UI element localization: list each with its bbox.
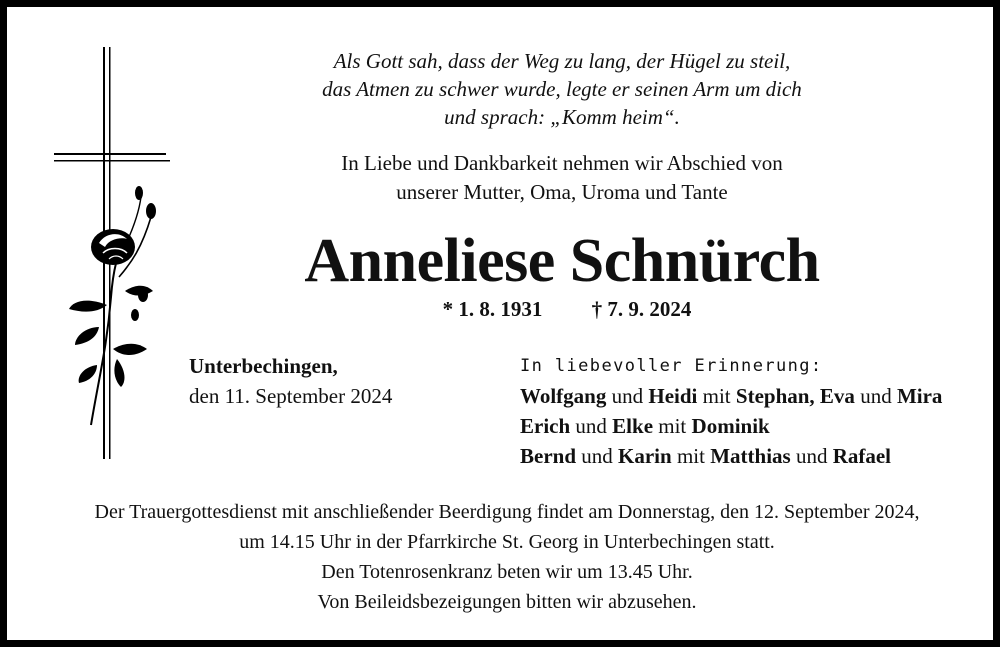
verse-line: Als Gott sah, dass der Weg zu lang, der Hügel zu steil,	[333, 49, 791, 73]
family-member: Elke	[612, 414, 654, 438]
notice-date: den 11. September 2024	[189, 384, 393, 408]
family-member: Dominik	[691, 414, 770, 438]
family-member: Bernd	[520, 444, 577, 468]
connector: und	[570, 414, 613, 438]
family-member: Karin	[618, 444, 672, 468]
family-row	[520, 441, 942, 471]
intro-line: unserer Mutter, Oma, Uroma und Tante	[396, 180, 728, 204]
place-name: Unterbechingen,	[189, 354, 338, 378]
intro-line: In Liebe und Dankbarkeit nehmen wir Abschied von	[341, 151, 783, 175]
connector: mit	[653, 414, 692, 438]
cross-with-rose-icon	[47, 47, 177, 467]
service-line: um 14.15 Uhr in der Pfarrkirche St. Georg in Unterbechingen statt.	[239, 531, 775, 553]
connector: und	[854, 384, 897, 408]
connector: und	[790, 444, 833, 468]
deceased-name: Anneliese Schnürch	[304, 227, 820, 295]
family-member: Heidi	[648, 384, 698, 408]
service-line: Den Totenrosenkranz beten wir um 13.45 Uhr.	[321, 561, 693, 583]
family-member: Matthias	[710, 444, 791, 468]
connector: und	[606, 384, 649, 408]
family-row	[520, 411, 942, 441]
connector: mit	[671, 444, 711, 468]
family-member: Wolfgang	[520, 384, 607, 408]
life-dates	[387, 295, 747, 323]
connector: und	[576, 444, 619, 468]
family-row	[520, 381, 942, 411]
location-block	[189, 351, 392, 411]
family-member: Mira	[896, 384, 943, 408]
family-member: Stephan,	[735, 384, 815, 408]
verse	[287, 47, 837, 131]
verse-line: und sprach: „Komm heim“.	[444, 105, 680, 129]
connector: mit	[697, 384, 736, 408]
family-block	[520, 351, 942, 471]
family-member: Erich	[520, 414, 571, 438]
family-heading: In liebevoller Erinnerung:	[520, 356, 823, 376]
birth-date: * 1. 8. 1931	[442, 297, 543, 321]
service-info	[47, 497, 967, 617]
verse-line: das Atmen zu schwer wurde, legte er seinen Arm um dich	[322, 77, 802, 101]
service-line: Der Trauergottesdienst mit anschließender Beerdigung findet am Donnerstag, den 12. September 2024,	[94, 501, 920, 523]
service-line: Von Beileidsbezeigungen bitten wir abzusehen.	[317, 591, 697, 613]
intro-text	[287, 149, 837, 207]
death-date: † 7. 9. 2024	[591, 297, 692, 321]
family-member: Rafael	[832, 444, 892, 468]
family-member: Eva	[819, 384, 855, 408]
